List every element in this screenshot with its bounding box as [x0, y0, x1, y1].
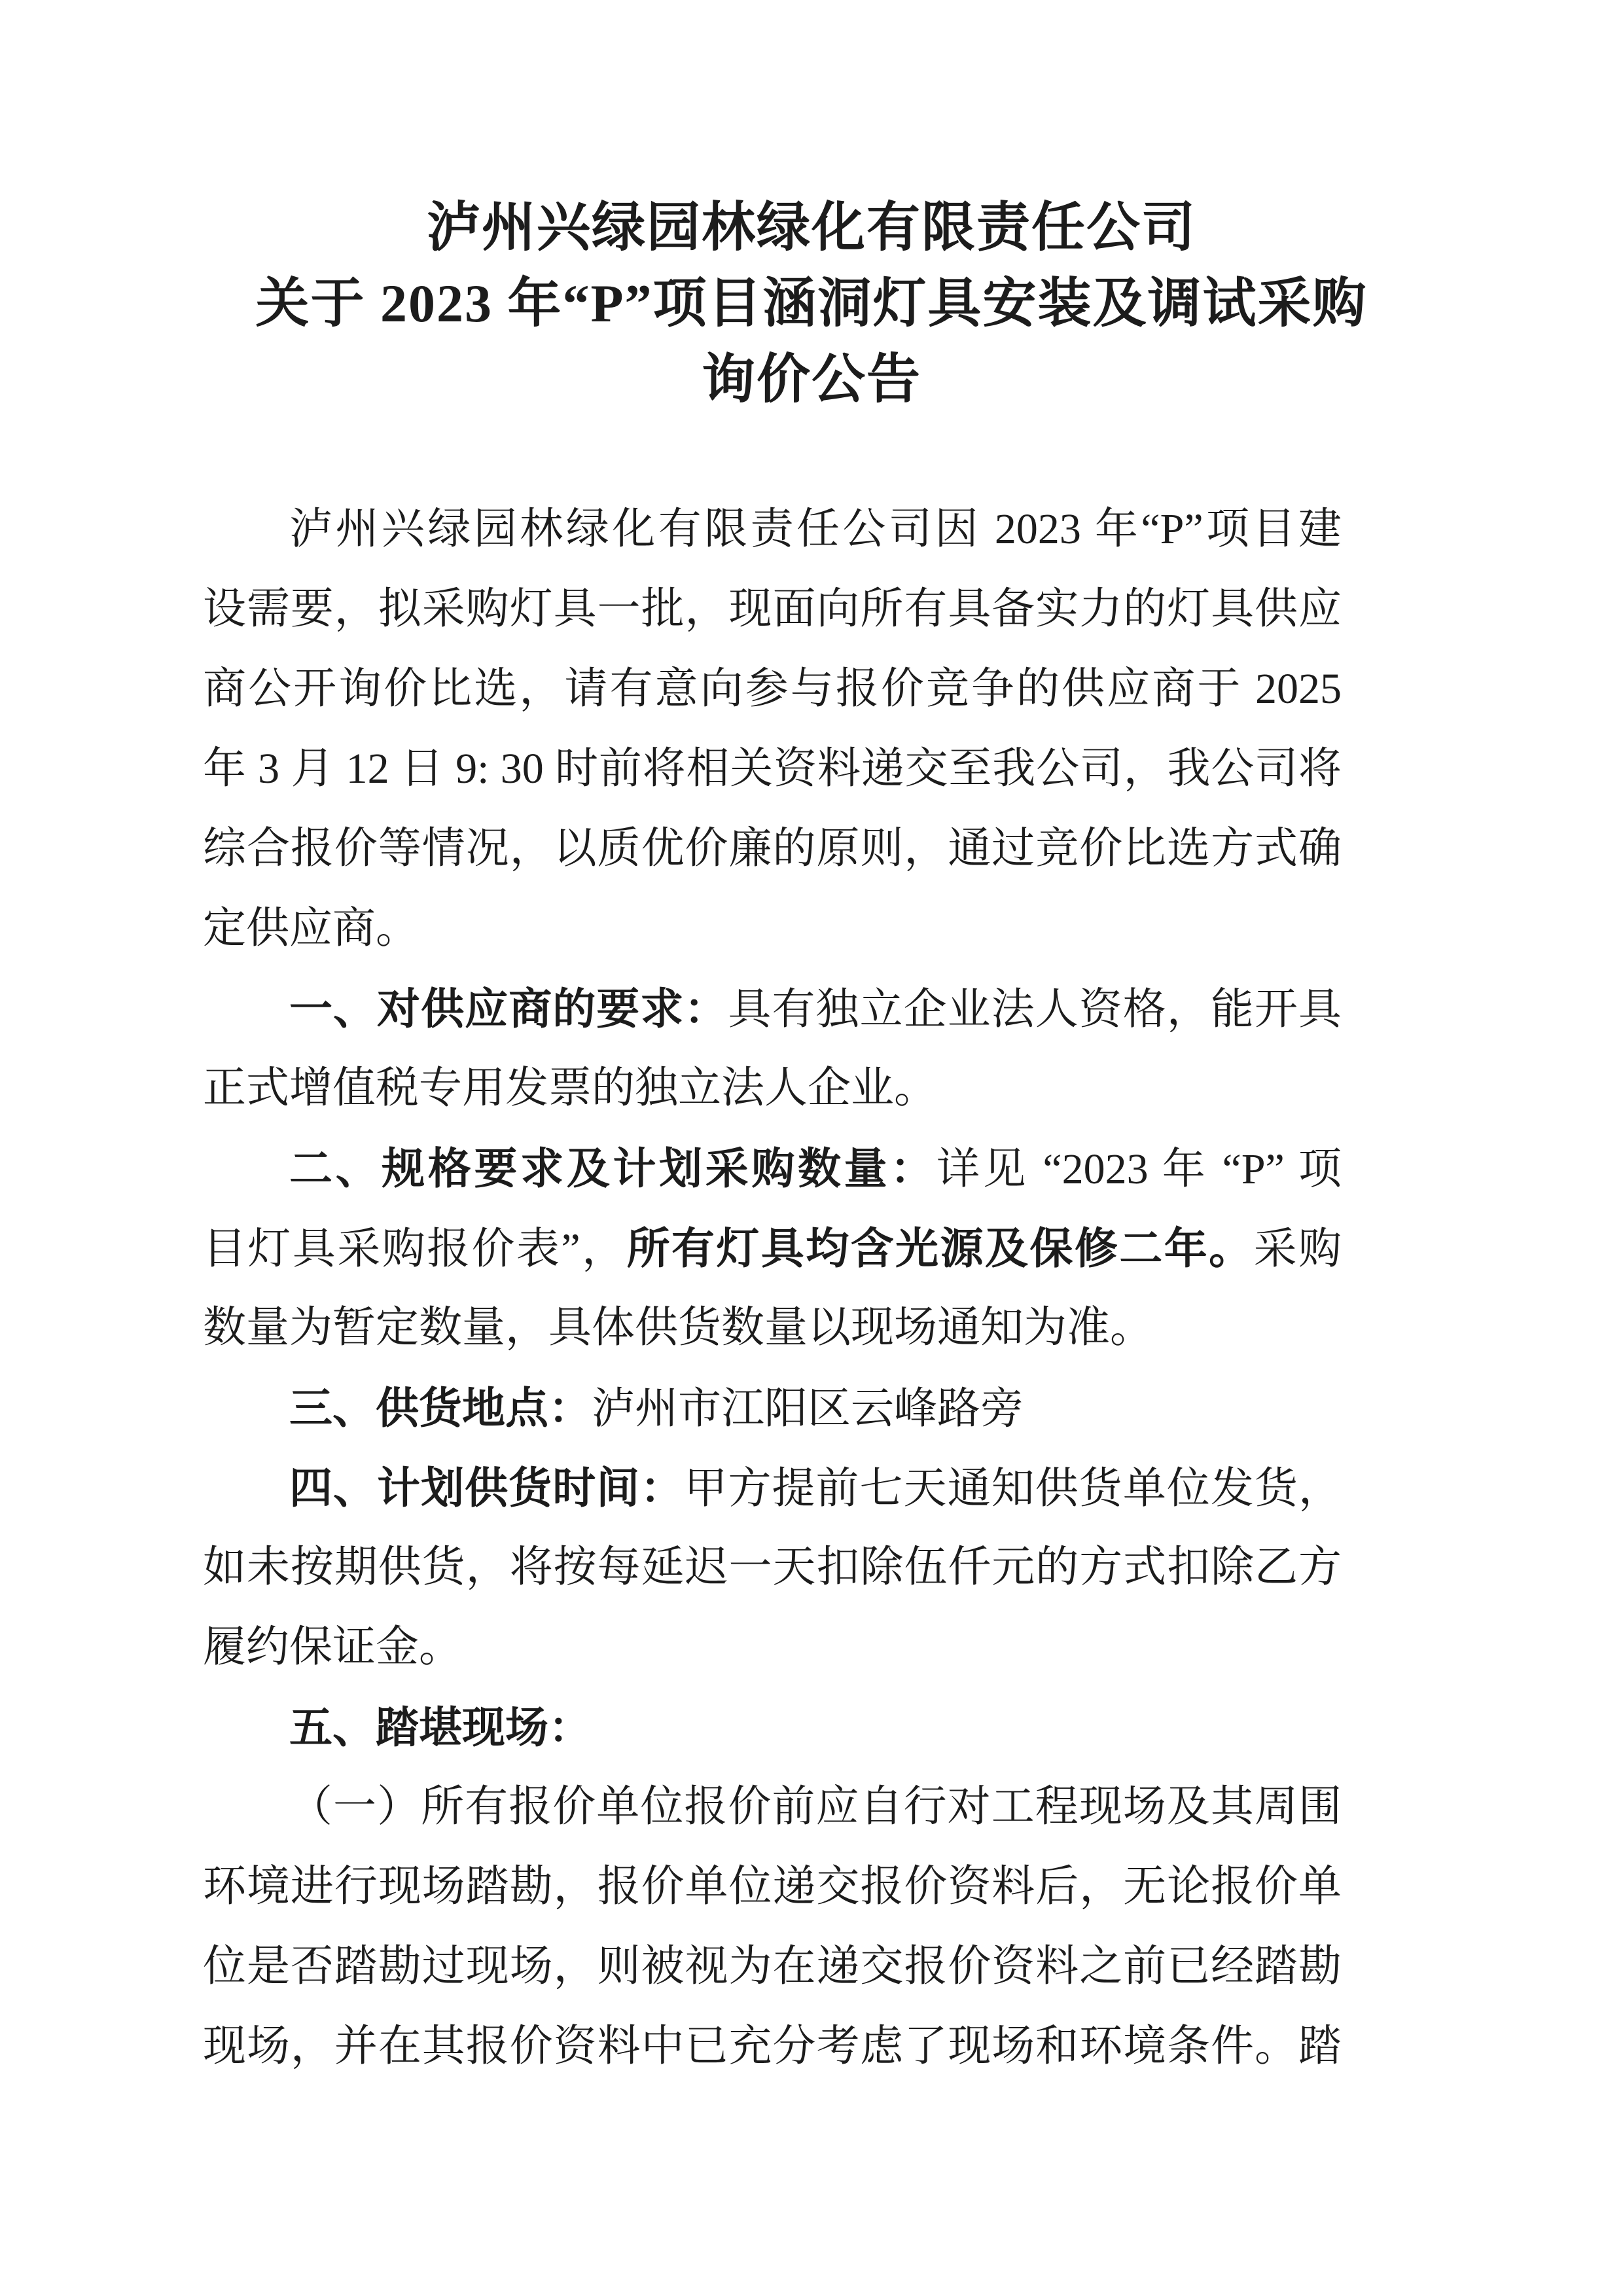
title-line: 关于 2023 年“P”项目涵洞灯具安装及调试采购 — [255, 274, 1368, 333]
text-run: 如未按期供货，将按每延迟一天扣除伍仟元的方式扣除乙方 — [203, 1543, 1342, 1591]
text-run: 目灯具采购报价表”， — [203, 1225, 627, 1273]
text-run: 履约保证金。 — [203, 1623, 462, 1671]
text-run: 泸州市江阳区云峰路旁 — [592, 1385, 1024, 1433]
document-title — [0, 190, 1623, 418]
bold-text-run: 三、供货地点： — [289, 1384, 592, 1432]
body-line — [203, 809, 1342, 889]
body-line — [203, 1847, 1342, 1927]
text-run: 详见 “2023 年 “P” 项 — [936, 1145, 1342, 1193]
bold-text-run: 四、计划供货时间： — [289, 1463, 685, 1512]
text-run: 环境进行现场踏勘，报价单位递交报价资料后，无论报价单 — [203, 1863, 1342, 1910]
text-run: 设需要，拟采购灯具一批，现面向所有具备实力的灯具供应 — [203, 585, 1342, 633]
body-line — [203, 2007, 1342, 2087]
text-run: 现场，并在其报价资料中已充分考虑了现场和环境条件。踏 — [203, 2022, 1342, 2070]
text-run: 甲方提前七天通知供货单位发货， — [684, 1465, 1342, 1513]
bold-text-run: 一、对供应商的要求： — [289, 984, 728, 1033]
body-line — [203, 1607, 1342, 1687]
text-run: 数量为暂定数量，具体供货数量以现场通知为准。 — [203, 1304, 1153, 1352]
text-run: 定供应商。 — [203, 905, 419, 952]
body-line — [203, 1767, 1342, 1847]
text-run: 商公开询价比选，请有意向参与报价竞争的供应商于 2025 — [203, 665, 1342, 713]
body-line — [203, 1128, 1342, 1208]
body-line — [203, 1288, 1342, 1368]
bold-text-run: 五、踏堪现场： — [289, 1703, 592, 1751]
text-run: 综合报价等情况，以质优价廉的原则，通过竞价比选方式确 — [203, 825, 1342, 872]
document-body — [203, 490, 1342, 2087]
body-line — [203, 1687, 1342, 1767]
body-line — [203, 1448, 1342, 1528]
text-run: 采购 — [1253, 1225, 1342, 1273]
text-run: 正式增值税专用发票的独立法人企业。 — [203, 1064, 937, 1112]
text-run: 具有独立企业法人资格，能开具 — [728, 986, 1342, 1033]
text-run: 年 3 月 12 日 9: 30 时前将相关资料递交至我公司，我公司将 — [203, 745, 1342, 793]
body-line — [203, 649, 1342, 729]
body-line — [203, 490, 1342, 569]
body-line — [203, 1208, 1342, 1288]
body-line — [203, 1049, 1342, 1128]
body-line — [203, 729, 1342, 809]
body-line — [203, 569, 1342, 649]
body-line — [203, 1528, 1342, 1607]
bold-text-run: 二、规格要求及计划采购数量： — [289, 1144, 936, 1193]
text-run: 泸州兴绿园林绿化有限责任公司因 2023 年“P”项目建 — [289, 505, 1342, 553]
body-line — [203, 1927, 1342, 2007]
title-line: 询价公告 — [701, 350, 921, 409]
bold-text-run: 所有灯具均含光源及保修二年。 — [626, 1224, 1254, 1272]
body-line — [203, 969, 1342, 1049]
title-line: 泸州兴绿园林绿化有限责任公司 — [426, 198, 1196, 257]
body-line — [203, 889, 1342, 969]
body-line — [203, 1368, 1342, 1448]
text-run: （一）所有报价单位报价前应自行对工程现场及其周围 — [289, 1783, 1342, 1831]
text-run: 位是否踏勘过现场，则被视为在递交报价资料之前已经踏勘 — [203, 1943, 1342, 1990]
